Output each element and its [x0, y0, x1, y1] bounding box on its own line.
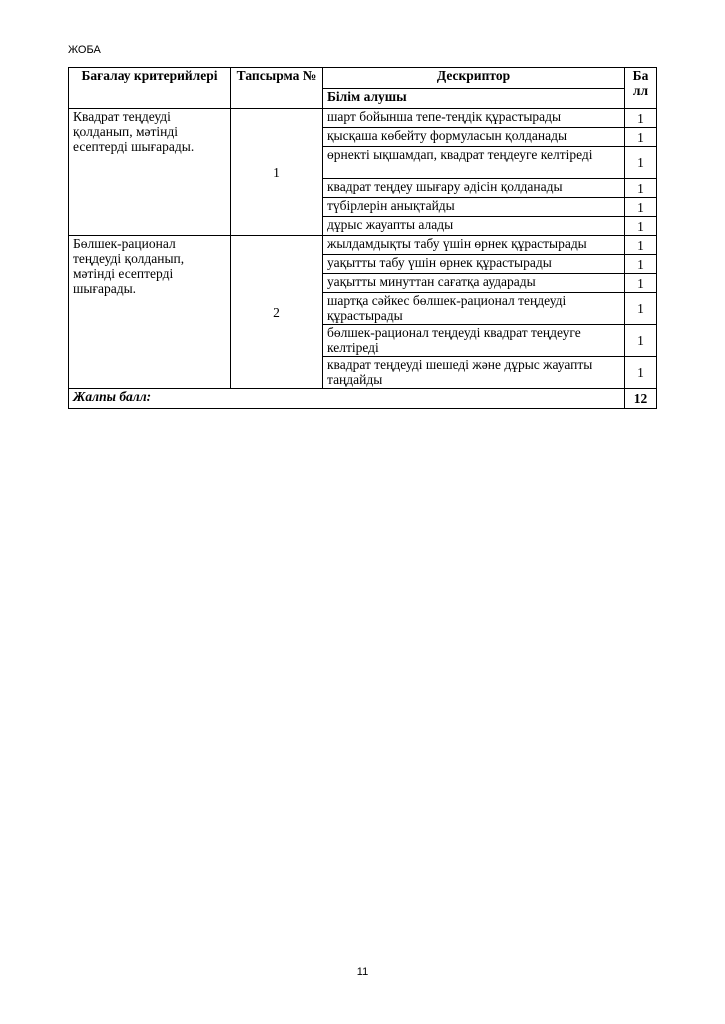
header-descriptor: Дескриптор: [323, 68, 625, 89]
descriptor-cell: уақытты минуттан сағатқа аударады: [323, 274, 625, 293]
descriptor-cell: шарт бойынша тепе-теңдік құрастырады: [323, 109, 625, 128]
descriptor-cell: қысқаша көбейту формуласын қолданады: [323, 128, 625, 147]
descriptor-cell: квадрат теңдеуді шешеді және дұрыс жауапты таңдайды: [323, 357, 625, 389]
table-header-row: [69, 68, 657, 89]
total-label: Жалпы балл:: [69, 389, 625, 409]
descriptor-cell: жылдамдықты табу үшін өрнек құрастырады: [323, 236, 625, 255]
task-number-cell: 1: [231, 109, 323, 236]
criteria-cell: Квадрат теңдеуді қолданып, мәтінді есептерді шығарады.: [69, 109, 231, 236]
header-task: Тапсырма №: [231, 68, 323, 109]
total-points: 12: [625, 389, 657, 409]
points-cell: 1: [625, 357, 657, 389]
points-cell: 1: [625, 274, 657, 293]
header-criteria: Бағалау критерийлері: [69, 68, 231, 109]
descriptor-cell: бөлшек-рационал теңдеуді квадрат теңдеуге келтіреді: [323, 325, 625, 357]
table-row: [69, 236, 657, 255]
descriptor-cell: дұрыс жауапты алады: [323, 217, 625, 236]
points-cell: 1: [625, 236, 657, 255]
total-row: [69, 389, 657, 409]
points-cell: 1: [625, 255, 657, 274]
descriptor-cell: шартқа сәйкес бөлшек-рационал теңдеуді құрастырады: [323, 293, 625, 325]
points-cell: 1: [625, 217, 657, 236]
points-cell: 1: [625, 128, 657, 147]
descriptor-cell: түбірлерін анықтайды: [323, 198, 625, 217]
page-number: 11: [356, 966, 369, 978]
points-cell: 1: [625, 109, 657, 128]
descriptor-cell: квадрат теңдеу шығару әдісін қолданады: [323, 179, 625, 198]
points-cell: 1: [625, 179, 657, 198]
descriptor-cell: уақытты табу үшін өрнек құрастырады: [323, 255, 625, 274]
points-cell: 1: [625, 198, 657, 217]
header-points: Балл: [625, 68, 657, 109]
table-row: [69, 109, 657, 128]
points-cell: 1: [625, 147, 657, 179]
assessment-table: [68, 67, 657, 409]
points-cell: 1: [625, 293, 657, 325]
subheader-learner: Білім алушы: [323, 89, 625, 109]
criteria-cell: Бөлшек-рационал теңдеуді қолданып, мәтінді есептерді шығарады.: [69, 236, 231, 389]
descriptor-cell: өрнекті ықшамдап, квадрат теңдеуге келтіреді: [323, 147, 625, 179]
draft-label: ЖОБА: [68, 44, 101, 56]
points-cell: 1: [625, 325, 657, 357]
task-number-cell: 2: [231, 236, 323, 389]
